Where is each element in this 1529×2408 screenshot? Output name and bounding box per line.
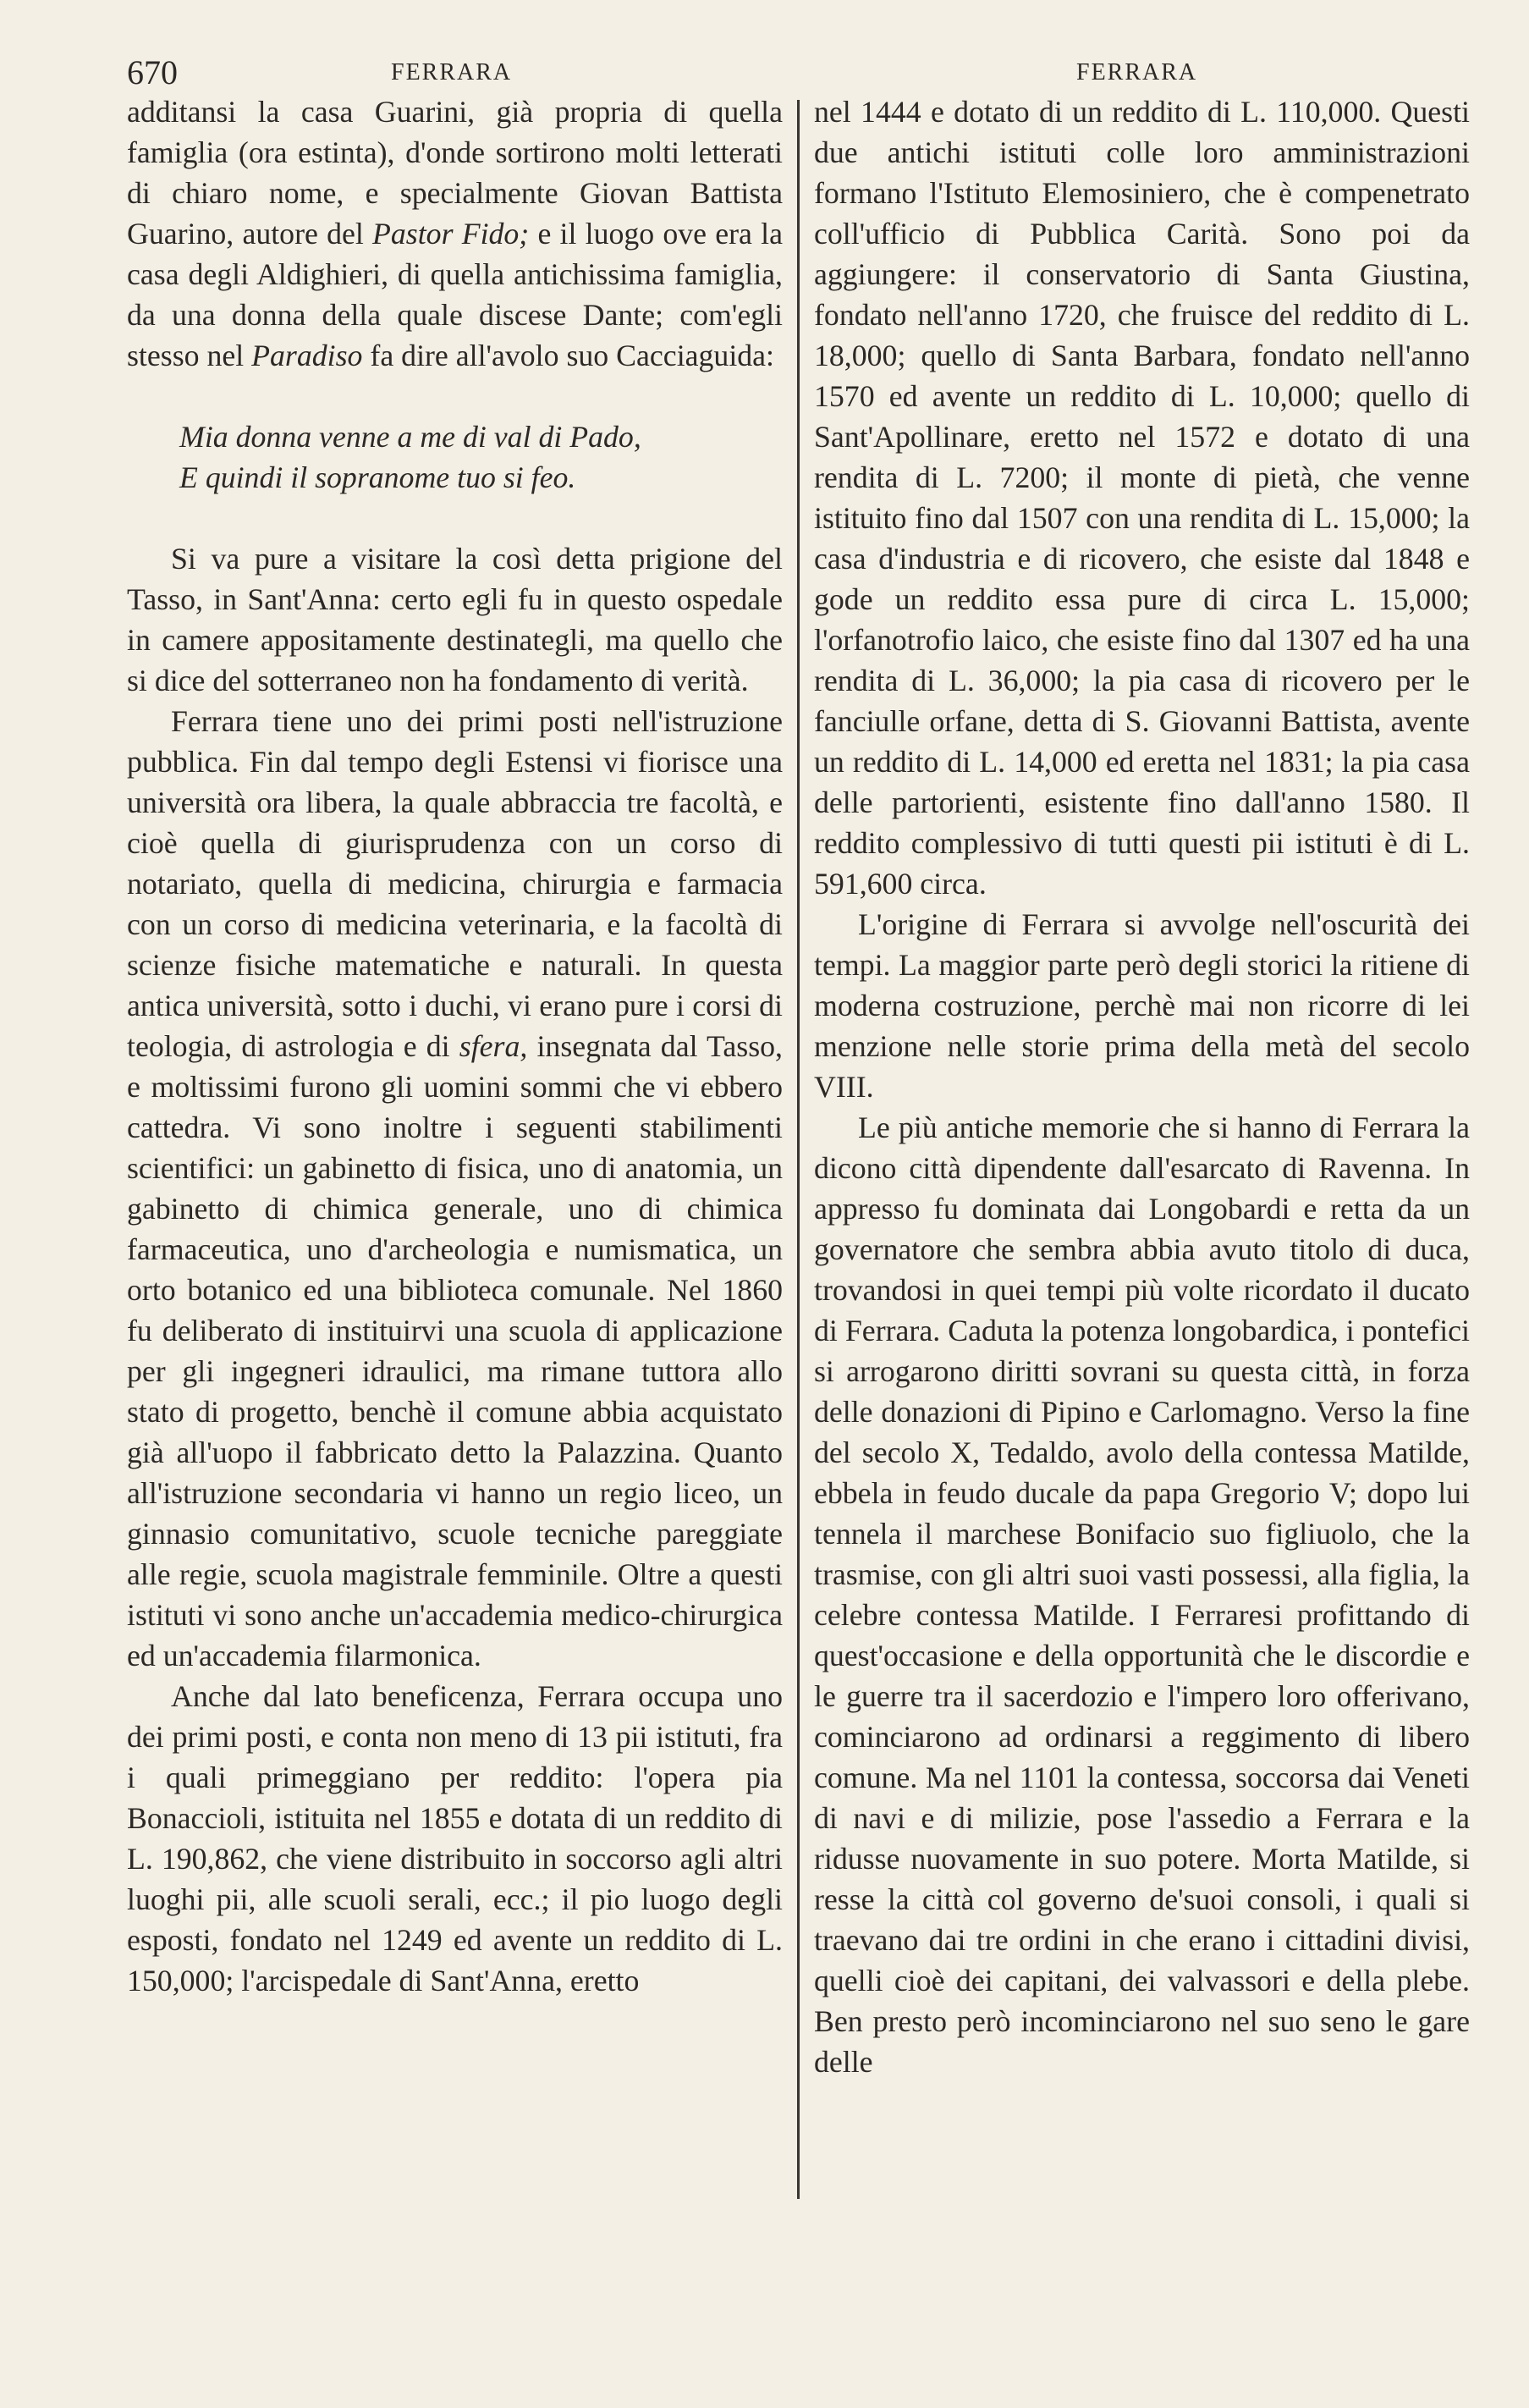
paragraph-education: Ferrara tiene uno dei primi posti nell'istruzione pubblica. Fin dal tempo degli Estensi vi fiorisce una università ora libera, la quale abbraccia tre facoltà, e cioè quella di giurisprudenza con un corso di notariato, quella di medicina, chirurgia e farmacia con un corso di medicina veterinaria, e la facoltà di scienze fisiche matematiche e naturali. In questa antica università, sotto i duchi, vi erano pure i corsi di teologia, di astrologia e di sfera, insegnata dal Tasso, e moltissimi furono gli uomini sommi che vi ebbero cattedra. Vi sono inoltre i seguenti stabilimenti scientifici: un gabinetto di fisica, uno di anatomia, un gabinetto di chimica generale, uno di chimica farmaceutica, uno d'archeologia e numismatica, un orto botanico ed una biblioteca comunale. Nel 1860 fu deliberato di instituirvi una scuola di applicazione per gli ingegneri idraulici, ma rimane tuttora allo stato di progetto, benchè il comune abbia acquistato già all'uopo il fabbricato detto la Palazzina. Quanto all'istruzione secondaria vi hanno un regio liceo, un ginnasio comunitativo, scuole tecniche pareggiate alle regie, scuola magistrale femminile. Oltre a questi istituti vi sono anche un'accademia medico-chirurgica ed un'accademia filarmonica. bbox=[127, 704, 783, 1672]
paragraph-institutes: nel 1444 e dotato di un reddito di L. 110,000. Questi due antichi istituti colle loro amministrazioni formano l'Istituto Elemosiniero, che è compenetrato coll'ufficio di Pubblica Carità. Sono poi da aggiungere: il conservatorio di Santa Giustina, fondato nell'anno 1720, che fruisce del reddito di L. 18,000; quello di Santa Barbara, fondato nell'anno 1570 ed avente un reddito di L. 10,000; quello di Sant'Apollinare, eretto nel 1572 e dotato di una rendita di L. 7200; il monte di pietà, che venne istituito fino dal 1507 con una rendita di L. 15,000; la casa d'industria e di ricovero, che esiste dal 1848 e gode un reddito essa pure di circa L. 15,000; l'orfanotrofio laico, che esiste fino dal 1307 ed ha una rendita di L. 36,000; la pia casa di ricovero per le fanciulle orfane, detta di S. Giovanni Battista, avente un reddito di L. 14,000 ed eretta nel 1831; la pia casa delle partorienti, esistente fino dall'anno 1580. Il reddito complessivo di tutti questi pii istituti è di L. 591,600 circa. bbox=[814, 95, 1470, 901]
work-title-pastor-fido: Pastor Fido; bbox=[372, 217, 530, 251]
paragraph-origin: L'origine di Ferrara si avvolge nell'oscurità dei tempi. La maggior parte però degli storici la ritiene di moderna costruzione, perchè mai non ricorre di lei menzione nelle storie prima della metà del secolo VIII. bbox=[814, 907, 1470, 1104]
left-column bbox=[127, 91, 783, 2377]
paragraph-history: Le più antiche memorie che si hanno di Ferrara la dicono città dipendente dall'esarcato di Ravenna. In appresso fu dominata dai Longobardi e retta da un governatore che sembra abbia avuto titolo di duca, trovandosi in quei tempi più volte ricordato il ducato di Ferrara. Caduta la potenza longobardica, i pontefici si arrogarono diritti sovrani su questa città, in forza delle donazioni di Pipino e Carlomagno. Verso la fine del secolo X, Tedaldo, avolo della contessa Matilde, ebbela in feudo ducale da papa Gregorio V; dopo lui tennela il marchese Bonifacio suo figliuolo, che la trasmise, con gli altri suoi vasti possessi, alla figlia, la celebre contessa Matilde. I Ferraresi profittando di quest'occasione e della opportunità che le discordie e le guerre tra il sacerdozio e l'impero loro offerivano, cominciarono ad ordinarsi a reggimento di libero comune. Ma nel 1101 la contessa, soccorsa dai Veneti di navi e di milizie, pose l'assedio a Ferrara e la ridusse nuovamente in suo potere. Morta Matilde, si resse la città col governo de'suoi consoli, i quali si traevano dai tre ordini in che erano i cittadini divisi, quelli cioè dei capitani, dei valvassori e della plebe. Ben presto però incominciarono nel suo seno le gare delle bbox=[814, 1110, 1470, 2079]
paragraph-guarini-aldighieri: additansi la casa Guarini, già propria di quella famiglia (ora estinta), d'onde sortirono molti letterati di chiaro nome, e specialmente Giovan Battista Guarino, autore del Pastor Fido; e il luogo ove era la casa degli Aldighieri, di quella antichissima famiglia, da una donna della quale discese Dante; com'egli stesso nel Paradiso fa dire all'avolo suo Cacciaguida: bbox=[127, 95, 783, 372]
paragraph-tasso-prison: Si va pure a visitare la così detta prigione del Tasso, in Sant'Anna: certo egli fu in questo ospedale in camere appositamente destinategli, ma quello che si dice del sotterraneo non ha fondamento di verità. bbox=[127, 542, 783, 697]
verse-line-2: E quindi il sopranome tuo si feo. bbox=[179, 460, 576, 494]
left-running-title: FERRARA bbox=[391, 59, 513, 85]
right-running-title: FERRARA bbox=[1076, 59, 1198, 85]
column-divider bbox=[797, 100, 800, 2199]
paragraph-charity: Anche dal lato beneficenza, Ferrara occupa uno dei primi posti, e conta non meno di 13 pii istituti, fra i quali primeggiano per reddito: l'opera pia Bonaccioli, istituita nel 1855 e dotata di un reddito di L. 190,862, che viene distribuito in soccorso agli altri luoghi pii, alle scuoli serali, ecc.; il pio luogo degli esposti, fondato nel 1249 ed avente un reddito di L. 150,000; l'arcispedale di Sant'Anna, eretto bbox=[127, 1679, 783, 1997]
verse-quotation bbox=[179, 416, 783, 498]
right-column bbox=[814, 91, 1470, 2377]
verse-line-1: Mia donna venne a me di val di Pado, bbox=[179, 420, 641, 454]
page-number: 670 bbox=[127, 53, 178, 91]
running-header bbox=[127, 52, 1455, 95]
italic-sfera: sfera, bbox=[459, 1029, 528, 1063]
work-title-paradiso: Paradiso bbox=[251, 339, 363, 372]
